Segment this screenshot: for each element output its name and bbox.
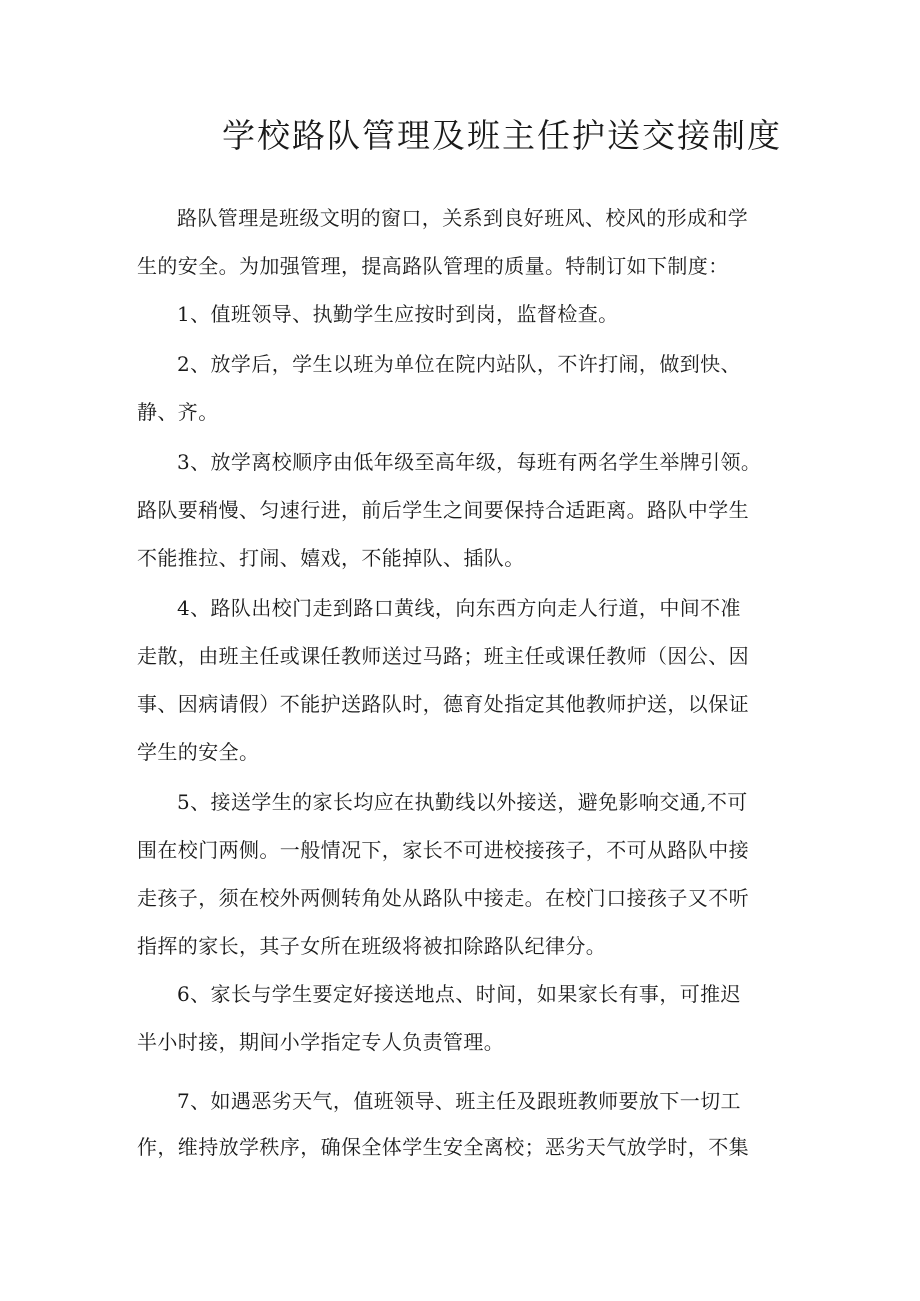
paragraph-line: 走孩子，须在校外两侧转角处从路队中接走。在校门口接孩子又不听 [137, 886, 749, 910]
paragraph-line: 4、路队出校门走到路口黄线，向东西方向走人行道，中间不准 [177, 596, 741, 620]
paragraph-line: 路队管理是班级文明的窗口，关系到良好班风、校风的形成和学 [177, 206, 749, 230]
paragraph-line: 半小时接，期间小学指定专人负责管理。 [137, 1030, 505, 1054]
paragraph-item-7 [137, 1078, 797, 1170]
paragraph-line: 不能推拉、打闹、嬉戏，不能掉队、插队。 [137, 546, 525, 570]
page-title: 学校路队管理及班主任护送交接制度 [222, 116, 782, 155]
paragraph-line: 6、家长与学生要定好接送地点、时间，如果家长有事，可推迟 [177, 982, 741, 1006]
paragraph-item-6 [137, 970, 797, 1066]
paragraph-line: 3、放学离校顺序由低年级至高年级，每班有两名学生举牌引领。 [177, 450, 762, 474]
paragraph-line: 静、齐。 [137, 400, 219, 424]
paragraph-line: 5、接送学生的家长均应在执勤线以外接送，避免影响交通,不可 [177, 790, 748, 814]
paragraph-item-4 [137, 584, 797, 776]
paragraph-line: 路队要稍慢、匀速行进，前后学生之间要保持合适距离。路队中学生 [137, 498, 749, 522]
paragraph-line: 走散，由班主任或课任教师送过马路；班主任或课任教师（因公、因 [137, 644, 749, 668]
paragraph-line: 作，维持放学秩序，确保全体学生安全离校；恶劣天气放学时，不集 [137, 1135, 749, 1159]
paragraph-item-2 [137, 340, 797, 436]
paragraph-intro [137, 194, 797, 290]
paragraph-line: 指挥的家长，其子女所在班级将被扣除路队纪律分。 [137, 934, 607, 958]
paragraph-line: 7、如遇恶劣天气，值班领导、班主任及跟班教师要放下一切工 [177, 1089, 741, 1113]
paragraph-line: 学生的安全。 [137, 740, 260, 764]
paragraph-line: 2、放学后，学生以班为单位在院内站队，不许打闹，做到快、 [177, 352, 741, 376]
paragraph-item-5 [137, 778, 797, 970]
paragraph-line: 生的安全。为加强管理，提高路队管理的质量。特制订如下制度： [137, 254, 729, 278]
paragraph-item-3 [137, 438, 797, 582]
paragraph-line: 事、因病请假）不能护送路队时，德育处指定其他教师护送，以保证 [137, 692, 749, 716]
paragraph-line: 围在校门两侧。一般情况下，家长不可进校接孩子，不可从路队中接 [137, 838, 749, 862]
paragraph-item-1 [137, 290, 797, 338]
paragraph-line: 1、值班领导、执勤学生应按时到岗，监督检查。 [177, 302, 619, 326]
